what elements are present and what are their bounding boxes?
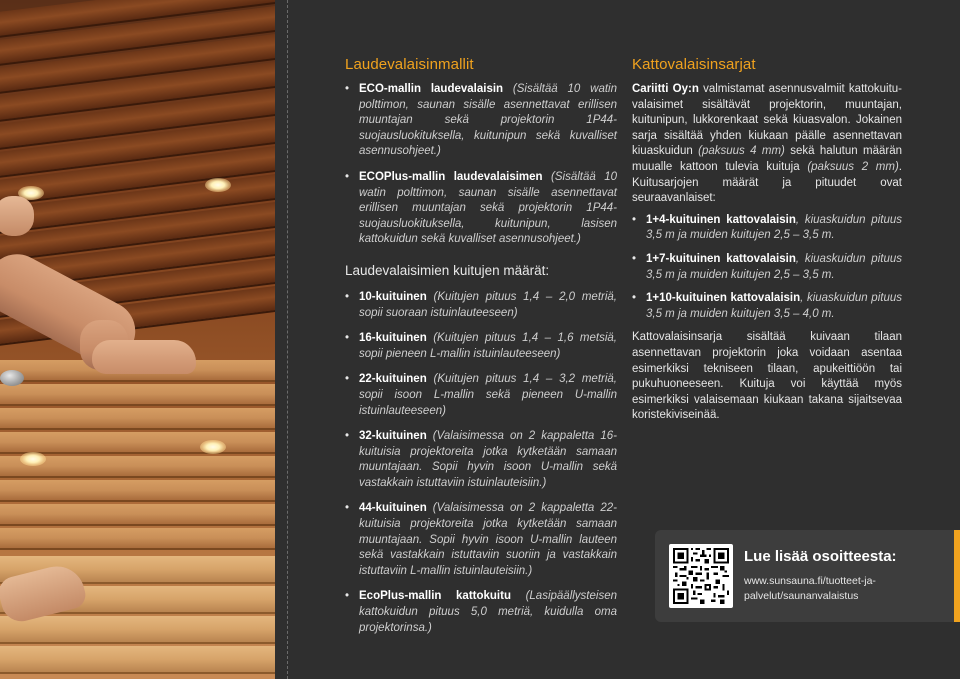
- list-item: • 16-kuituinen (Kuitujen pituus 1,4 – 1,6 metsiä, sopii pieneen L-mallin istuinlauteeseen): [345, 331, 617, 362]
- list-item: • 10-kuituinen (Kuitujen pituus 1,4 – 2,0 metriä, sopii suoraan istuinlauteeseen): [345, 290, 617, 321]
- section-heading-kattovalaisinsarjat: Kattovalaisinsarjat: [632, 56, 756, 73]
- list-item: • 1+4-kuituinen kattovalaisin, kiuaskuidun pituus 3,5 m ja muiden kuitujen 2,5 – 3,5 m.: [632, 213, 902, 244]
- more-info-box: [655, 530, 960, 622]
- list-item: • ECOPlus-mallin laudevalaisimen (Sisältää 10 watin polttimon, saunan sisälle asennettavat erillisen muuntajan sekä projektorin 1P44-suojausluokituksella, kuitunipun, lasisen kattokuidun sekä kuvalliset asennusohjeet.): [345, 170, 617, 248]
- website-link[interactable]: www.sunsauna.fi/tuotteet-ja-palvelut/saunanvalaistus: [744, 575, 876, 602]
- fiber-count-list: [345, 290, 617, 636]
- accent-bar: [954, 530, 960, 622]
- closing-paragraph: Kattovalaisinsarja sisältää kuivaan tilaan asennettavan projektorin joka voidaan asentaa esimerkiksi tekniseen tilaan, apukeittiöön tai pukuhuoneeseen. Kuituja voi käyttää myös esimerkiksi valaisemaan kiukaan takana sijaitsevaa koristekiviseinää.: [632, 331, 902, 422]
- list-item: • 44-kuituinen (Valaisimessa on 2 kappaletta 22-kuituisia projektoreita jotka kytketään samaan muuntajaan. Sopii hyvin isoon U-mallin lauteen sekä vastakkain istuttaviin suoriin ja vastakkain istuttaviin L-mallin istuinlauteisiin.): [345, 501, 617, 579]
- intro-paragraph: Cariitti Oy:n valmistamat asennusvalmiit kattokuituvalaisimet sisältävät projektorin, muuntajan, kuitunipun, lukkorenkaat sekä kiuasvalon. Jokainen sarja sisältää yhden kiukaan päälle asennettavan kiuaskuidun (paksuus 4 mm) sekä halutun määrän muualle kattoon tulevia kuituja (paksuus 2 mm). Kuitusarjojen määrät ja pituudet ovat seuraavanlaiset:: [632, 83, 902, 205]
- model-list: [345, 82, 617, 248]
- list-item: • 32-kuituinen (Valaisimessa on 2 kappaletta 16-kuituisia projektoreita jotka kytketään samaan muuntajaan. Sopii hyvin isoon U-mallin sekä vastakkain istuttaviin istuinlauteisiin.): [345, 429, 617, 491]
- dashed-divider: [287, 0, 288, 679]
- list-item: • ECO-mallin laudevalaisin (Sisältää 10 watin polttimon, saunan sisälle asennettavat erillisen muuntajan sekä projektorin 1P44-suojausluokituksella, kuitunipun sekä kuvalliset asennusohjeet.): [345, 82, 617, 160]
- list-item: • EcoPlus-mallin kattokuitu (Lasipäällysteisen kattokuidun pituus 5,0 metriä, kuidulla oma projektorinsa.): [345, 589, 617, 636]
- sauna-photo: [0, 0, 275, 679]
- list-item: • 1+10-kuituinen kattovalaisin, kiuaskuidun pituus 3,5 m ja muiden kuitujen 3,5 – 4,0 m.: [632, 291, 902, 322]
- kattovalaisin-column: [632, 56, 902, 430]
- info-title: Lue lisää osoitteesta:: [744, 548, 897, 565]
- list-item: • 1+7-kuituinen kattovalaisin, kiuaskuidun pituus 3,5 m ja muiden kuitujen 2,5 – 3,5 m.: [632, 252, 902, 283]
- section-heading-laudevalaisinmallit: Laudevalaisinmallit: [345, 56, 474, 73]
- qr-code-icon[interactable]: [669, 544, 733, 608]
- list-item: • 22-kuituinen (Kuitujen pituus 1,4 – 3,2 metriä, sopii isoon L-mallin sekä pieneen U-mallin istuinlauteeseen): [345, 372, 617, 419]
- subheading-fiber-counts: Laudevalaisimien kuitujen määrät:: [345, 262, 550, 278]
- ceiling-set-list: [632, 213, 902, 323]
- laudevalaisin-column: [345, 56, 617, 646]
